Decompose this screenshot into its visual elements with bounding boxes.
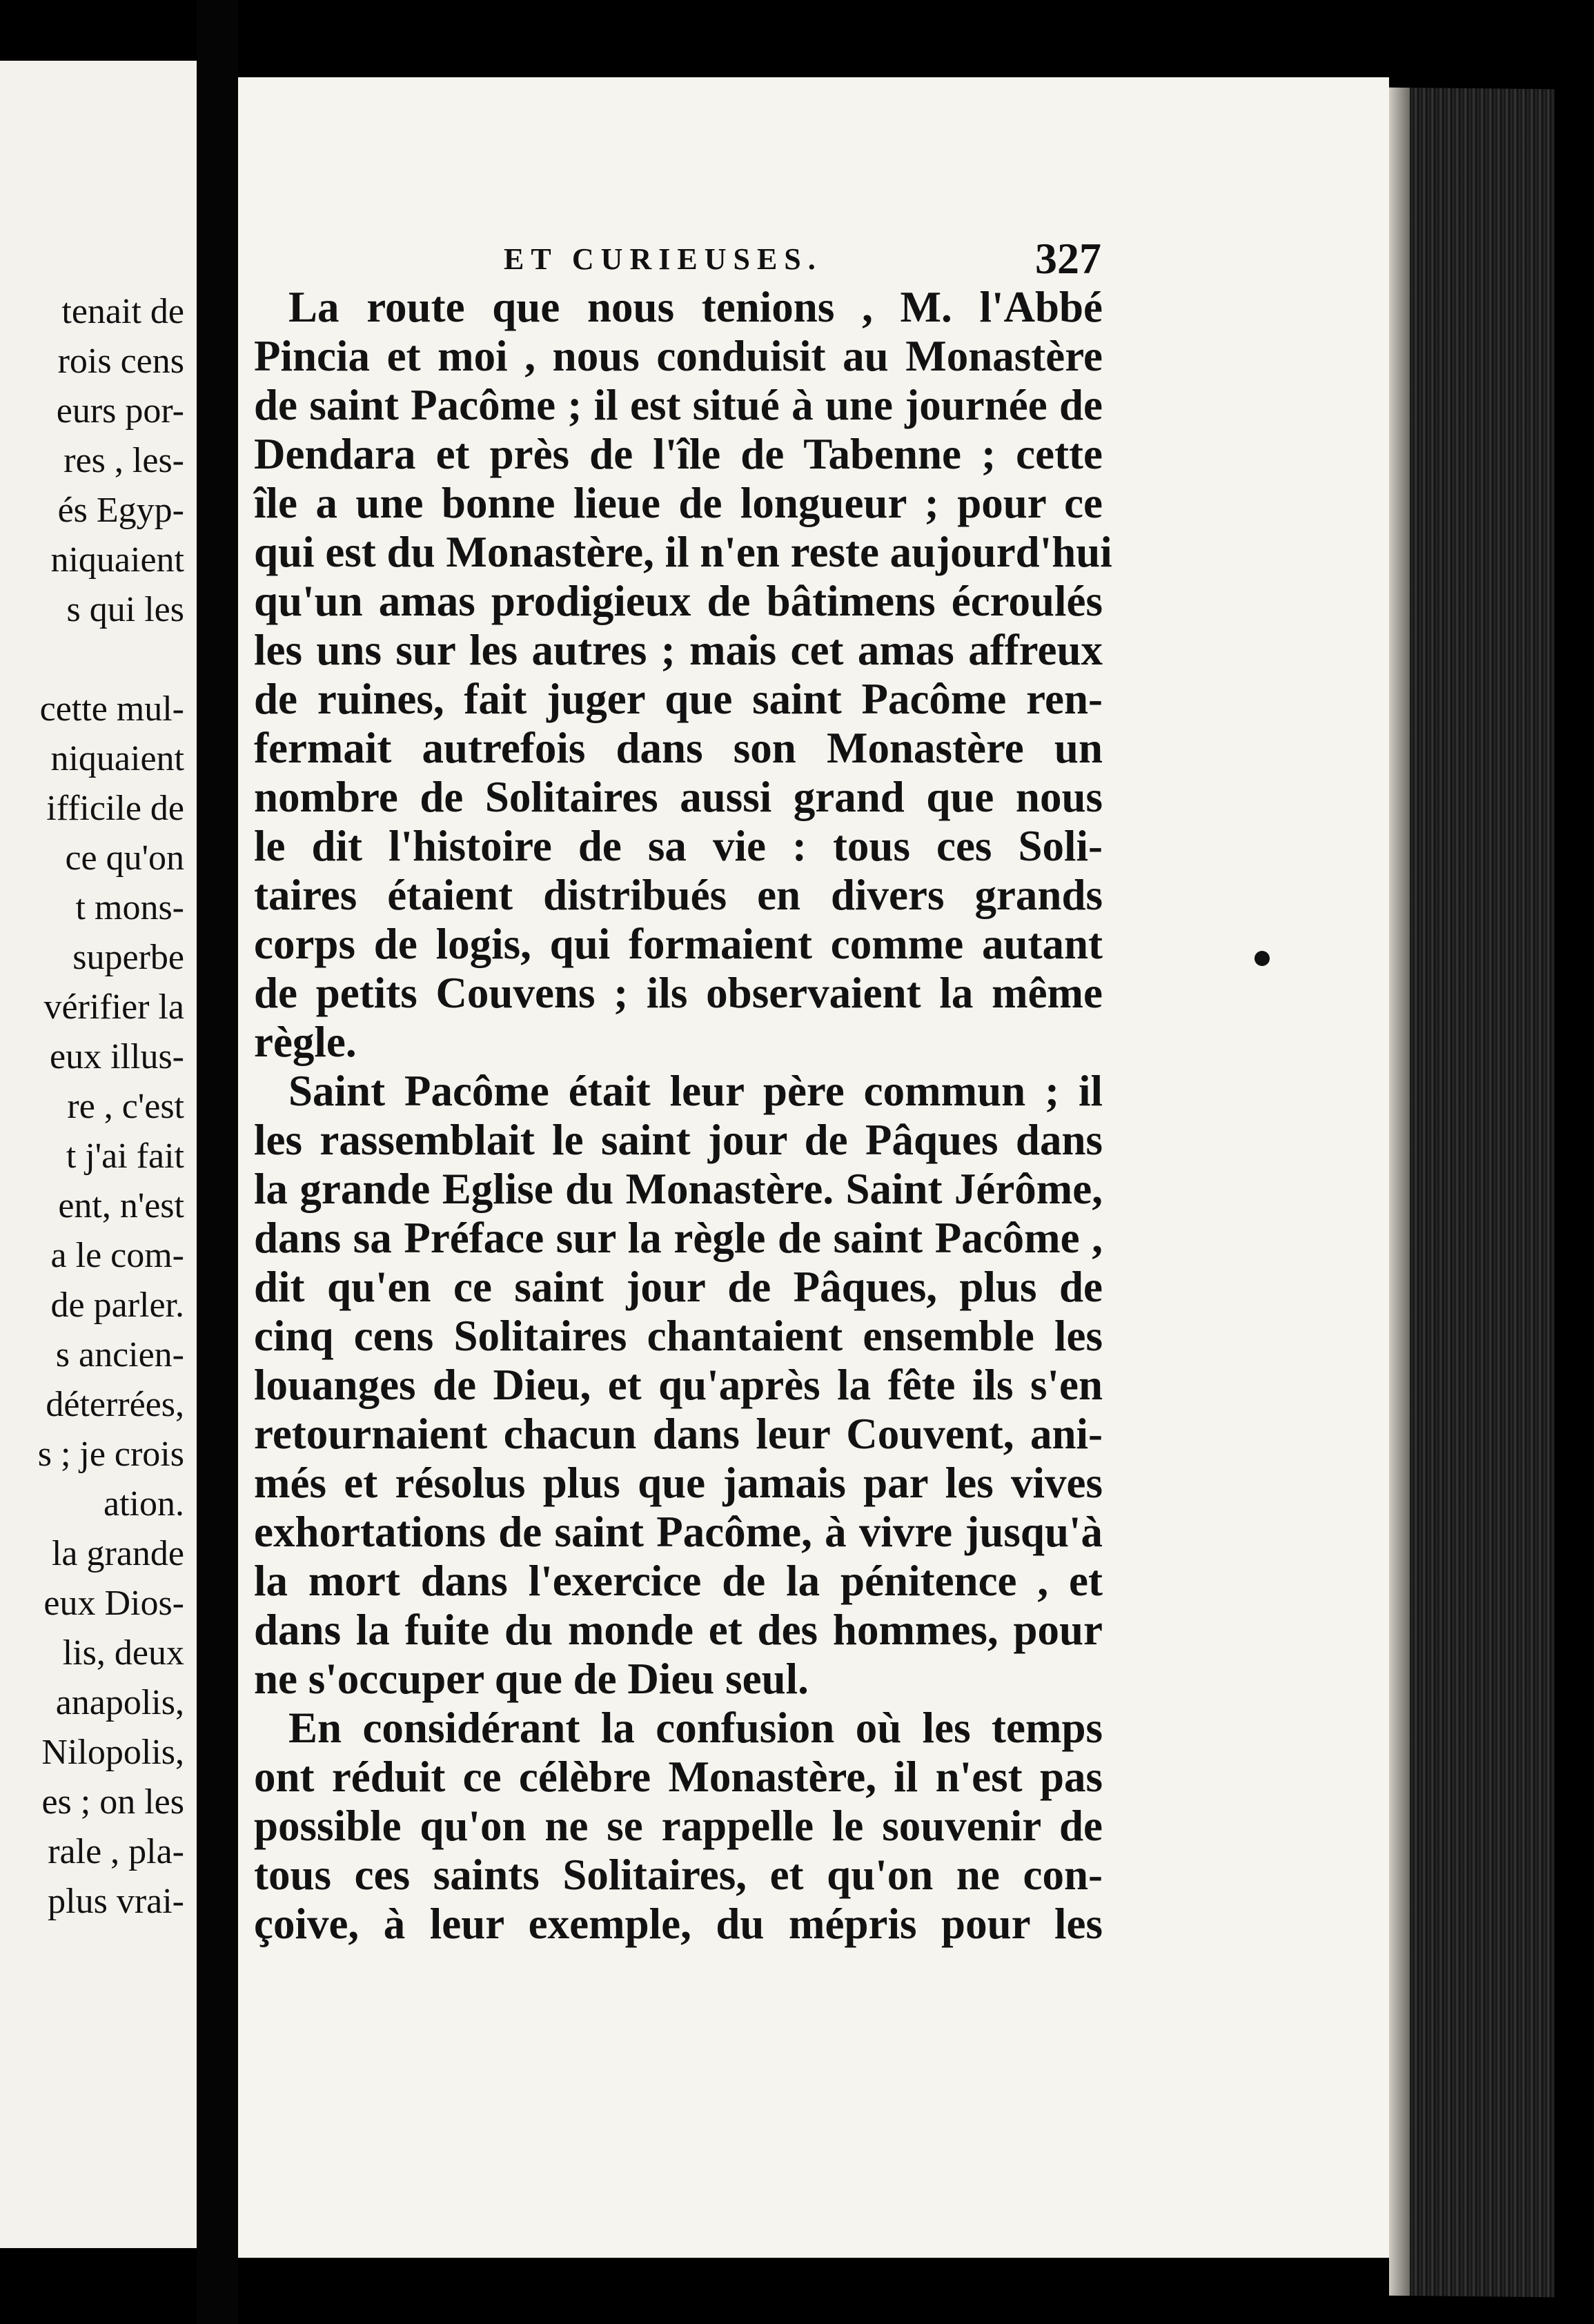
left-line: cette mul-: [39, 689, 184, 729]
left-line: s ; je crois: [37, 1435, 184, 1474]
book-gutter: [197, 0, 238, 2324]
left-page: [0, 61, 197, 2248]
running-header: ET CURIEUSES.: [504, 242, 823, 276]
left-line: ation.: [104, 1484, 184, 1524]
ink-spot: [1254, 951, 1270, 966]
left-line: lis, deux: [62, 1633, 184, 1673]
text-line: çoive, à leur exemple, du mépris pour les: [254, 1900, 1103, 1948]
left-line: rale , pla-: [48, 1832, 184, 1871]
left-page-text: [0, 287, 184, 1927]
page-number: 327: [1035, 234, 1101, 283]
left-line: s qui les: [66, 590, 184, 629]
text-line: île a une bonne lieue de longueur ; pour ce: [254, 479, 1103, 527]
left-line: a le com-: [50, 1236, 184, 1275]
left-line: niquaient: [50, 739, 184, 778]
text-line: tous ces saints Solitaires, et qu'on ne con-: [254, 1851, 1103, 1899]
text-line: qu'un amas prodigieux de bâtimens écroulés: [254, 577, 1103, 625]
text-line: la mort dans l'exercice de la pénitence , et: [254, 1557, 1103, 1605]
left-line: superbe: [72, 938, 184, 977]
left-line: ce qu'on: [65, 838, 184, 878]
left-line: ent, n'est: [58, 1186, 184, 1225]
left-line: ifficile de: [46, 789, 184, 828]
text-line: ne s'occuper que de Dieu seul.: [254, 1655, 809, 1703]
text-line: La route que nous tenions , M. l'Abbé: [288, 283, 1103, 331]
text-line: ont réduit ce célèbre Monastère, il n'est pas: [254, 1753, 1103, 1801]
left-line: eurs por-: [56, 391, 184, 431]
left-line: Nilopolis,: [41, 1733, 184, 1772]
left-line: t mons-: [75, 888, 184, 927]
text-line: retournaient chacun dans leur Couvent, ani-: [254, 1410, 1103, 1458]
text-line: possible qu'on ne se rappelle le souvenir de: [254, 1802, 1103, 1850]
left-line: anapolis,: [55, 1683, 184, 1722]
text-line: taires étaient distribués en divers grands: [254, 871, 1103, 919]
left-line: és Egyp-: [57, 491, 184, 530]
text-line: Saint Pacôme était leur père commun ; il: [288, 1067, 1103, 1115]
text-line: corps de logis, qui formaient comme autant: [254, 920, 1103, 968]
text-line: les rassemblait le saint jour de Pâques dans: [254, 1116, 1103, 1164]
left-line: tenait de: [61, 292, 184, 331]
left-line: de parler.: [50, 1286, 184, 1325]
text-line: de saint Pacôme ; il est situé à une journée de: [254, 381, 1103, 429]
left-line: [0, 635, 184, 685]
body-text: [254, 283, 1112, 1949]
left-line: la grande: [51, 1534, 184, 1573]
text-line: dans la fuite du monde et des hommes, pour: [254, 1606, 1103, 1654]
text-line: dit qu'en ce saint jour de Pâques, plus de: [254, 1263, 1103, 1311]
page-edge-highlight: [1389, 88, 1410, 2296]
page-edges: [1389, 88, 1555, 2298]
text-line: cinq cens Solitaires chantaient ensemble les: [254, 1312, 1103, 1360]
left-line: re , c'est: [67, 1087, 184, 1126]
text-line: le dit l'histoire de sa vie : tous ces Soli-: [254, 822, 1103, 870]
left-line: eux illus-: [50, 1037, 184, 1076]
left-line: niquaient: [50, 540, 184, 580]
text-line: nombre de Solitaires aussi grand que nous: [254, 773, 1103, 821]
text-line: Pincia et moi , nous conduisit au Monastère: [254, 332, 1103, 380]
left-line: es ; on les: [41, 1782, 184, 1822]
left-line: rois cens: [57, 342, 184, 381]
text-line: exhortations de saint Pacôme, à vivre jusqu'à: [254, 1508, 1103, 1556]
text-line: qui est du Monastère, il n'en reste aujourd'hui: [254, 528, 1112, 576]
left-line: eux Dios-: [43, 1584, 184, 1623]
text-line: En considérant la confusion où les temps: [288, 1704, 1103, 1752]
text-line: les uns sur les autres ; mais cet amas affreux: [254, 626, 1103, 674]
text-line: louanges de Dieu, et qu'après la fête ils s'en: [254, 1361, 1103, 1409]
left-line: s ancien-: [55, 1335, 184, 1375]
text-line: règle.: [254, 1018, 357, 1066]
text-line: Dendara et près de l'île de Tabenne ; cette: [254, 430, 1103, 478]
text-line: més et résolus plus que jamais par les vives: [254, 1459, 1103, 1507]
left-line: plus vrai-: [48, 1882, 184, 1921]
text-line: la grande Eglise du Monastère. Saint Jérôme,: [254, 1165, 1103, 1213]
text-line: de ruines, fait juger que saint Pacôme ren-: [254, 675, 1103, 723]
text-line: fermait autrefois dans son Monastère un: [254, 724, 1103, 772]
left-line: déterrées,: [46, 1385, 184, 1424]
text-line: dans sa Préface sur la règle de saint Pacôme ,: [254, 1214, 1103, 1262]
left-line: vérifier la: [43, 987, 184, 1027]
text-line: de petits Couvens ; ils observaient la même: [254, 969, 1103, 1017]
left-line: t j'ai fait: [66, 1136, 184, 1176]
left-line: res , les-: [63, 441, 184, 480]
